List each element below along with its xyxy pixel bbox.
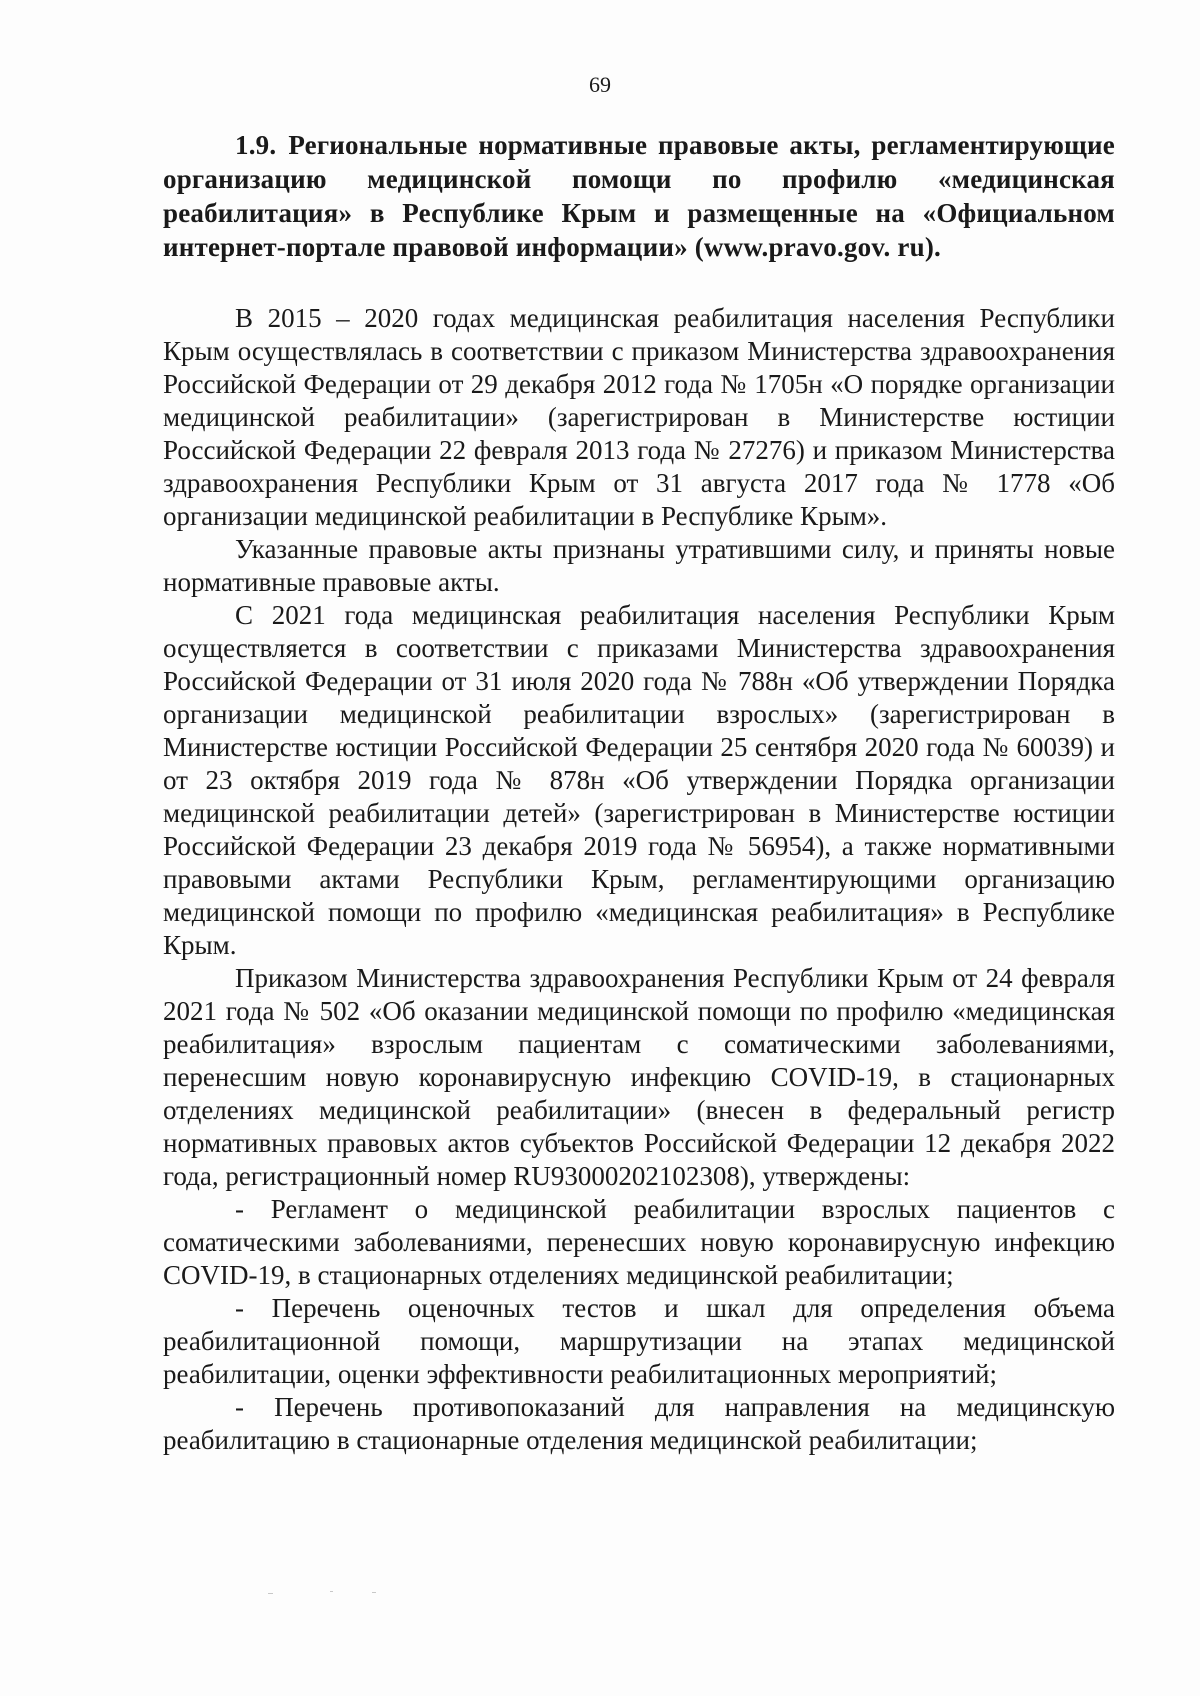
section-title: Региональные нормативные правовые акты, регламентирующие организацию медицинской помощи по профилю «медицинская реабилитация» в Республике Крым и размещенные на «Официальном интернет-портале правовой информации» (www.pravo.gov. ru). (163, 130, 1115, 262)
section-number: 1.9. (235, 130, 277, 160)
paragraph-4: Приказом Министерства здравоохранения Республики Крым от 24 февраля 2021 года № 502 «Об оказании медицинской помощи по профилю «медицинская реабилитация» взрослым пациентам с соматическими заболеваниями, перенесшим новую коронавирусную инфекцию COVID-19, в стационарных отделениях медицинской реабилитации» (внесен в федеральный регистр нормативных правовых актов субъектов Российской Федерации 12 декабря 2022 года, регистрационный номер RU93000202102308), утверждены: (163, 963, 1115, 1191)
paragraph-3: С 2021 года медицинская реабилитация населения Республики Крым осуществляется в соответствии с приказами Министерства здравоохранения Российской Федерации от 31 июля 2020 года № 788н «Об утверждении Порядка организации медицинской реабилитации взрослых» (зарегистрирован в Министерстве юстиции Российской Федерации 25 сентября 2020 года № 60039) и от 23 октября 2019 года № 878н «Об утверждении Порядка организации медицинской реабилитации детей» (зарегистрирован в Министерстве юстиции Российской Федерации 23 декабря 2019 года № 56954), а также нормативными правовыми актами Республики Крым, регламентирующими организацию медицинской помощи по профилю «медицинская реабилитация» в Республике Крым. (163, 600, 1115, 960)
scan-artifact (330, 1591, 333, 1592)
paragraph-1: В 2015 – 2020 годах медицинская реабилитация населения Республики Крым осуществлялась в соответствии с приказом Министерства здравоохранения Российской Федерации от 29 декабря 2012 года № 1705н «О порядке организации медицинской реабилитации» (зарегистрирован в Министерстве юстиции Российской Федерации 22 февраля 2013 года № 27276) и приказом Министерства здравоохранения Республики Крым от 31 августа 2017 года № 1778 «Об организации медицинской реабилитации в Республике Крым». (163, 303, 1115, 531)
list-item-regulation: - Регламент о медицинской реабилитации взрослых пациентов с соматическими заболеваниями, перенесших новую коронавирусную инфекцию COVID-19, в стационарных отделениях медицинской реабилитации; (163, 1194, 1115, 1290)
paragraph-2: Указанные правовые акты признаны утратившими силу, и приняты новые нормативные правовые акты. (163, 534, 1115, 597)
section-heading (163, 128, 1115, 264)
scan-artifact (268, 1593, 273, 1594)
scan-artifact (372, 1592, 376, 1593)
list-item-tests-list: - Перечень оценочных тестов и шкал для определения объема реабилитационной помощи, маршрутизации на этапах медицинской реабилитации, оценки эффективности реабилитационных мероприятий; (163, 1293, 1115, 1389)
page-number: 69 (589, 72, 611, 97)
list-item-contraindications: - Перечень противопоказаний для направления на медицинскую реабилитацию в стационарные отделения медицинской реабилитации; (163, 1392, 1115, 1455)
document-body (163, 128, 1115, 1457)
